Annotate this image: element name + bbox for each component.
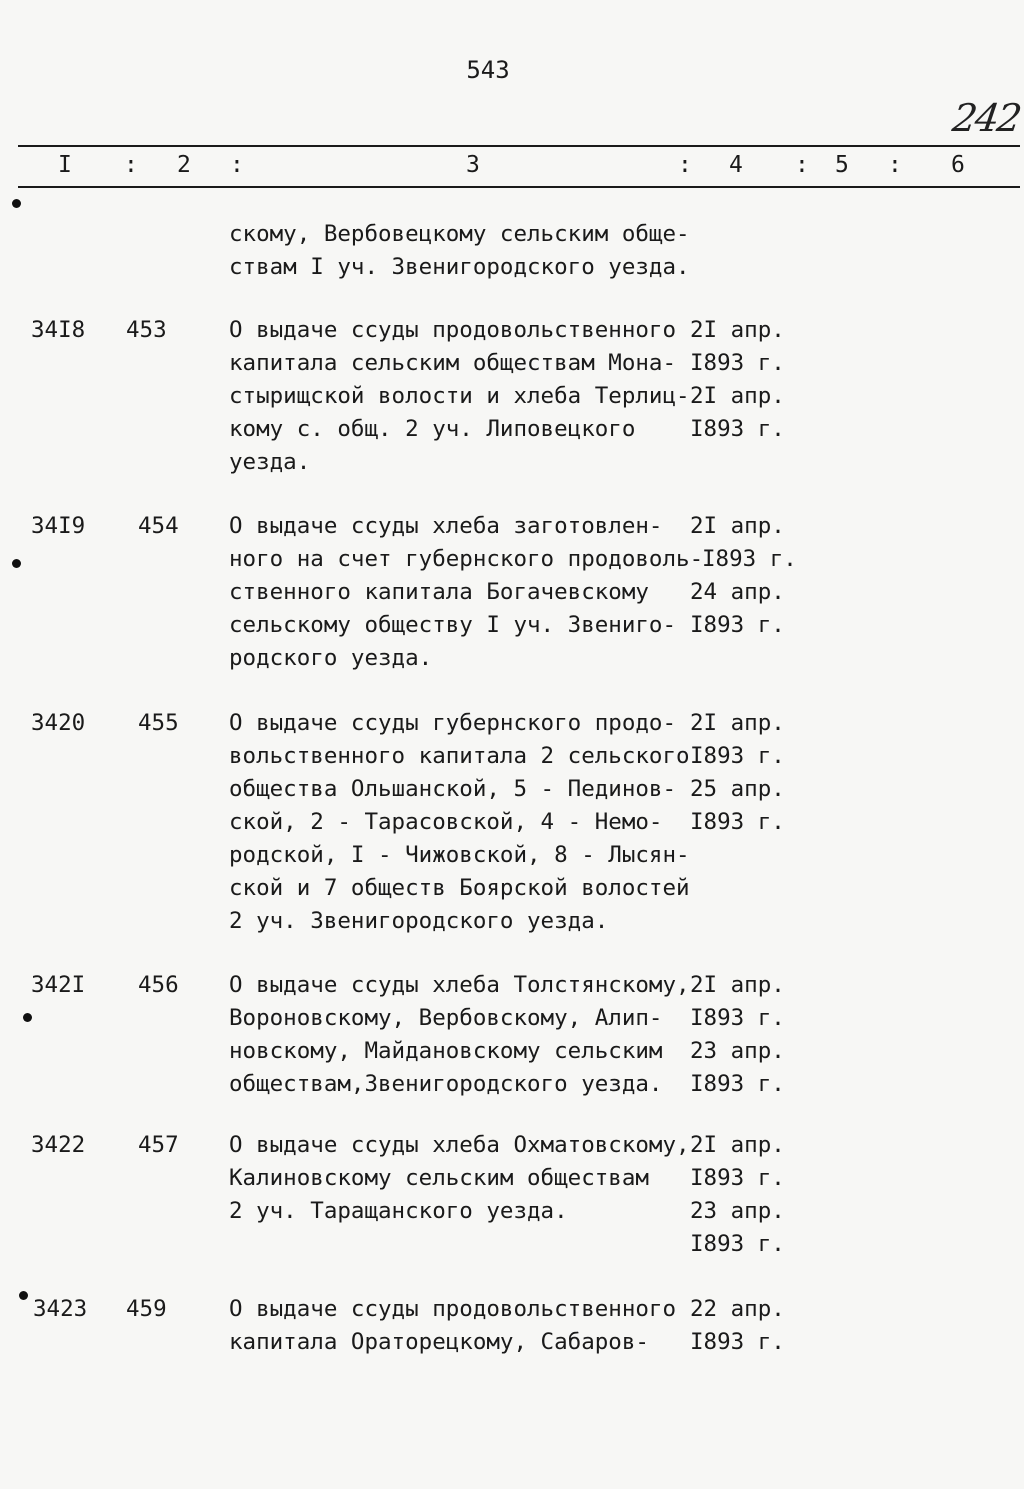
description-line: Калиновскому сельским обществам <box>229 1165 649 1191</box>
margin-dot <box>19 1291 28 1300</box>
entry-number: 3420 <box>31 710 86 736</box>
entry-dates <box>690 969 785 1101</box>
date-line: I893 г. <box>690 809 785 835</box>
entry-dates <box>690 1129 785 1261</box>
entry-description <box>229 969 690 1101</box>
description-line: сельскому обществу I уч. Звениго- <box>229 612 677 638</box>
margin-dot <box>12 199 21 208</box>
date-line: I893 г. <box>690 1165 785 1191</box>
date-line: 2I апр. <box>690 710 785 736</box>
header-separator: : <box>888 152 902 178</box>
header-col-5: 5 <box>835 152 849 178</box>
description-line: О выдаче ссуды продовольственного <box>229 1296 677 1322</box>
date-line: I893 г. <box>690 416 785 442</box>
entry-number: 342I <box>31 972 86 998</box>
date-line: I893 г. <box>690 1071 785 1097</box>
date-line: 23 апр. <box>690 1038 785 1064</box>
description-line: капитала сельским обществам Мона- <box>229 350 677 376</box>
header-col-4: 4 <box>729 152 743 178</box>
date-line: I893 г. <box>690 350 785 376</box>
date-line: I893 г. <box>702 546 797 572</box>
date-line: 2I апр. <box>690 513 785 539</box>
entry-number: 34I8 <box>31 317 86 343</box>
description-line: Вороновскому, Вербовскому, Алип- <box>229 1005 663 1031</box>
date-line: I893 г. <box>690 612 785 638</box>
description-line: О выдаче ссуды хлеба заготовлен- <box>229 513 663 539</box>
entry-dates <box>690 314 785 446</box>
entry-description <box>229 510 703 675</box>
description-line: обществам,Звенигородского уезда. <box>229 1071 663 1097</box>
description-line: ствам I уч. Звенигородского уезда. <box>229 254 690 280</box>
header-col-2: 2 <box>177 152 191 178</box>
case-number: 454 <box>138 513 179 539</box>
description-line: вольственного капитала 2 сельского <box>229 743 690 769</box>
date-line: I893 г. <box>690 1231 785 1257</box>
date-line: I893 г. <box>690 1329 785 1355</box>
entry-description <box>229 1129 690 1228</box>
description-line: новскому, Майдановскому сельским <box>229 1038 663 1064</box>
entry-dates <box>690 510 797 642</box>
date-line: 2I апр. <box>690 1132 785 1158</box>
date-line: 24 апр. <box>690 579 785 605</box>
margin-dot <box>12 559 21 568</box>
entry-dates <box>690 1293 785 1359</box>
description-line: О выдаче ссуды хлеба Толстянскому, <box>229 972 690 998</box>
header-col-3: 3 <box>466 152 480 178</box>
header-separator: : <box>795 152 809 178</box>
entry-number: 3423 <box>33 1296 88 1322</box>
header-separator: : <box>230 152 244 178</box>
case-number: 453 <box>126 317 167 343</box>
date-line: I893 г. <box>690 1005 785 1031</box>
header-bottom-rule <box>18 186 1020 188</box>
header-separator: : <box>678 152 692 178</box>
header-top-rule <box>18 145 1020 147</box>
description-line: 2 уч. Таращанского уезда. <box>229 1198 568 1224</box>
date-line: 2I апр. <box>690 317 785 343</box>
handwritten-archive-number: 242 <box>950 96 1024 140</box>
date-line: 23 апр. <box>690 1198 785 1224</box>
entry-description <box>229 1293 676 1359</box>
date-line: 2I апр. <box>690 972 785 998</box>
description-line: ного на счет губернского продоволь- <box>229 546 704 572</box>
margin-dot <box>23 1013 32 1022</box>
description-line: О выдаче ссуды продовольственного <box>229 317 677 343</box>
entry-description <box>229 314 690 479</box>
date-line: 2I апр. <box>690 383 785 409</box>
description-line: ской и 7 обществ Боярской волостей <box>229 875 690 901</box>
header-col-1: I <box>58 152 72 178</box>
entry-number: 3422 <box>31 1132 86 1158</box>
description-line: скому, Вербовецкому сельским обще- <box>229 221 690 247</box>
entry-number: 34I9 <box>31 513 86 539</box>
description-line: ской, 2 - Тарасовской, 4 - Немо- <box>229 809 663 835</box>
date-line: 22 апр. <box>690 1296 785 1322</box>
entry-description <box>229 218 690 284</box>
description-line: общества Ольшанской, 5 - Пединов- <box>229 776 677 802</box>
entry-description <box>229 707 690 938</box>
entry-dates <box>690 707 785 839</box>
description-line: ственного капитала Богачевскому <box>229 579 649 605</box>
description-line: уезда. <box>229 449 311 475</box>
header-col-6: 6 <box>951 152 965 178</box>
description-line: капитала Ораторецкому, Сабаров- <box>229 1329 649 1355</box>
description-line: родской, I - Чижовской, 8 - Лысян- <box>229 842 690 868</box>
case-number: 456 <box>138 972 179 998</box>
date-line: I893 г. <box>690 743 785 769</box>
case-number: 457 <box>138 1132 179 1158</box>
description-line: стырищской волости и хлеба Терлиц- <box>229 383 690 409</box>
description-line: родского уезда. <box>229 645 433 671</box>
header-separator: : <box>124 152 138 178</box>
description-line: О выдаче ссуды хлеба Охматовскому, <box>229 1132 690 1158</box>
case-number: 459 <box>126 1296 167 1322</box>
case-number: 455 <box>138 710 179 736</box>
description-line: кому с. общ. 2 уч. Липовецкого <box>229 416 636 442</box>
description-line: О выдаче ссуды губернского продо- <box>229 710 677 736</box>
page-number: 543 <box>466 56 510 84</box>
description-line: 2 уч. Звенигородского уезда. <box>229 908 609 934</box>
date-line: 25 апр. <box>690 776 785 802</box>
